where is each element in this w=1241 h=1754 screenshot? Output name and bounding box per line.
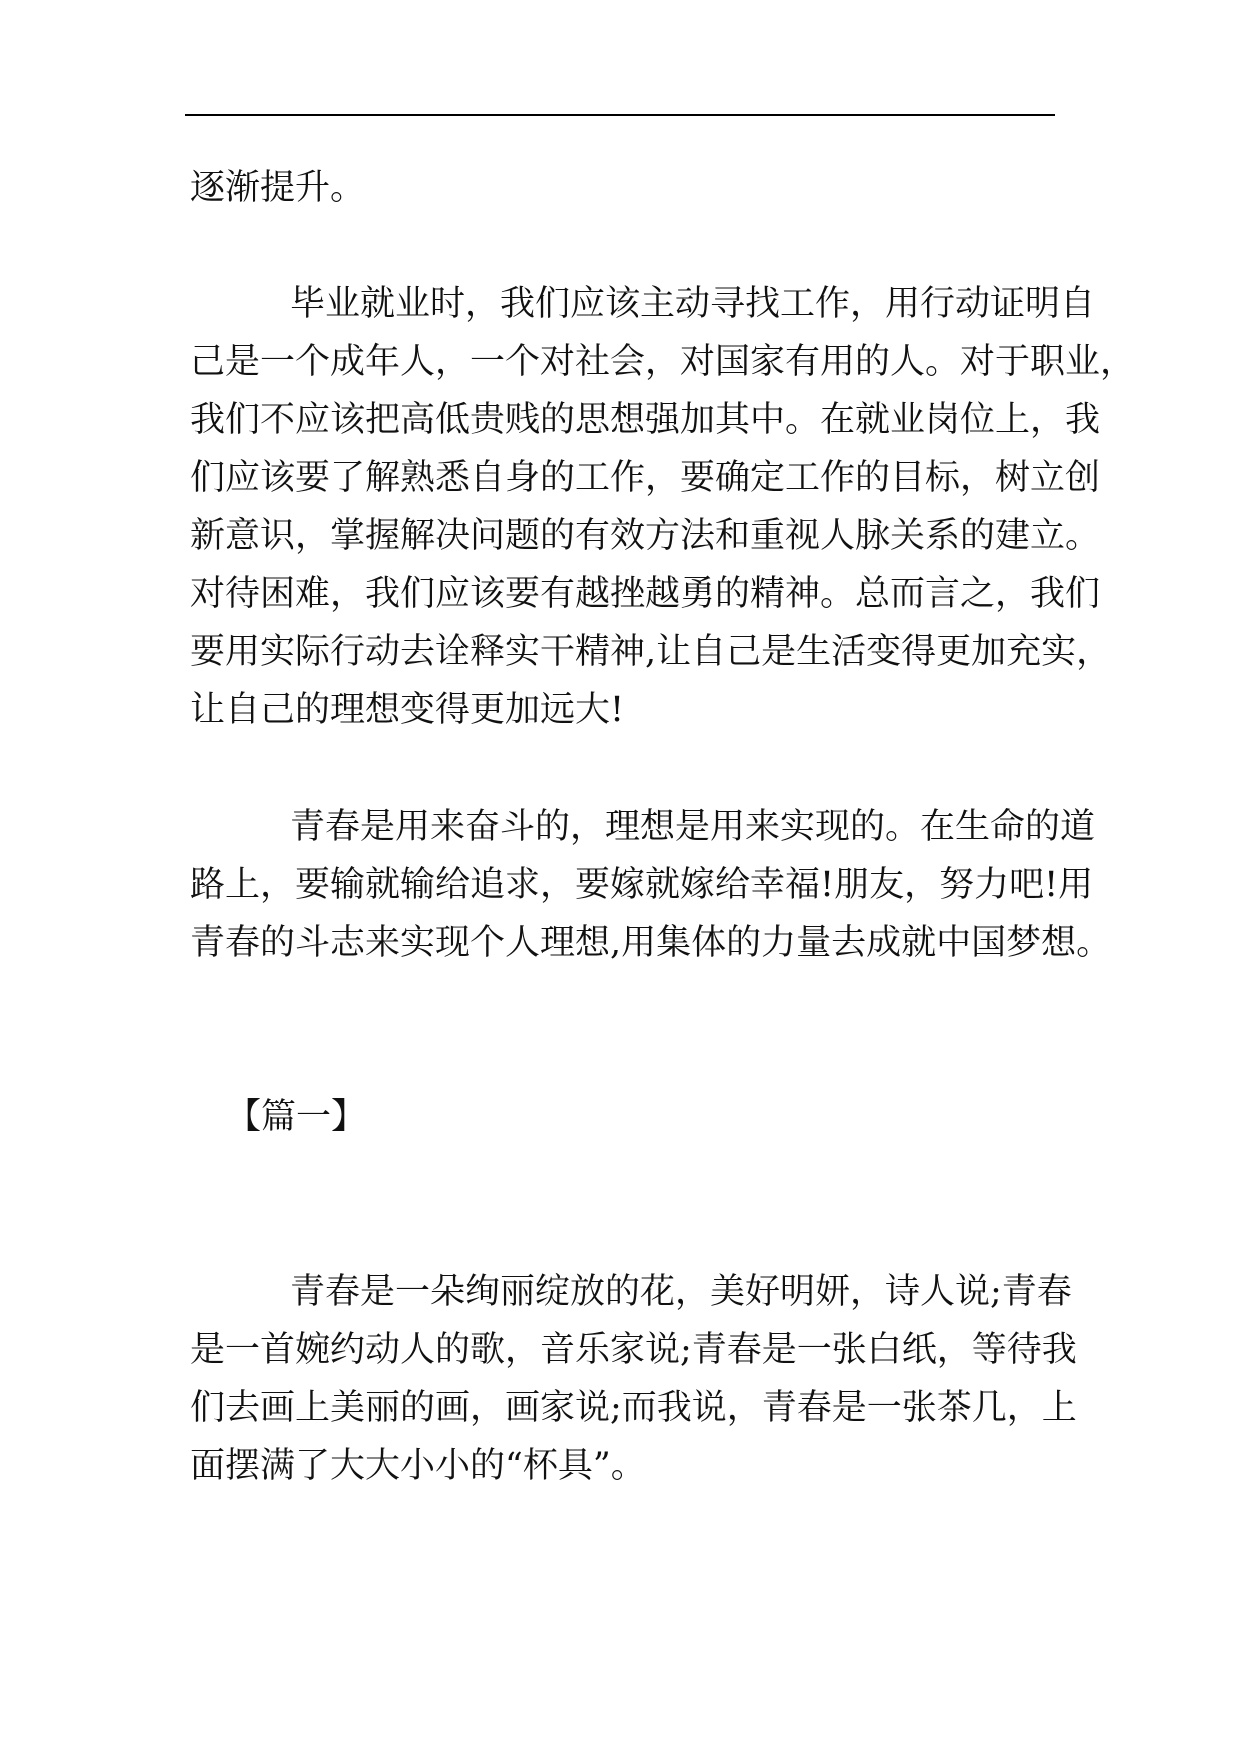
text-line: 青春是一朵绚丽绽放的花，美好明妍，诗人说;青春 (290, 1272, 1072, 1312)
text-line: 是一首婉约动人的歌，音乐家说;青春是一张白纸，等待我 (190, 1330, 1077, 1370)
text-line: 让自己的理想变得更加远大! (190, 690, 625, 730)
text-line: 新意识，掌握解决问题的有效方法和重视人脉关系的建立。 (190, 516, 1101, 556)
text-line: 们应该要了解熟悉自身的工作，要确定工作的目标，树立创 (190, 458, 1101, 498)
text-line: 路上，要输就输给追求，要嫁就嫁给幸福!朋友，努力吧!用 (190, 865, 1094, 905)
text-line: 要用实际行动去诠释实干精神,让自己是生活变得更加充实， (190, 632, 1112, 672)
text-line: 己是一个成年人，一个对社会，对国家有用的人。对于职业， (190, 342, 1136, 382)
section-heading: 【篇一】 (226, 1097, 367, 1137)
text-line: 面摆满了大大小小的“杯具”。 (190, 1446, 646, 1486)
text-line: 对待困难，我们应该要有越挫越勇的精神。总而言之，我们 (190, 574, 1101, 614)
text-line: 我们不应该把高低贵贱的思想强加其中。在就业岗位上，我 (190, 400, 1101, 440)
text-line: 青春是用来奋斗的，理想是用来实现的。在生命的道 (290, 807, 1096, 847)
header-rule (185, 114, 1055, 116)
text-line: 青春的斗志来实现个人理想,用集体的力量去成就中国梦想。 (190, 923, 1112, 963)
text-line: 毕业就业时，我们应该主动寻找工作，用行动证明自 (290, 284, 1096, 324)
text-line: 逐渐提升。 (190, 168, 366, 208)
text-line: 们去画上美丽的画，画家说;而我说，青春是一张茶几，上 (190, 1388, 1077, 1428)
